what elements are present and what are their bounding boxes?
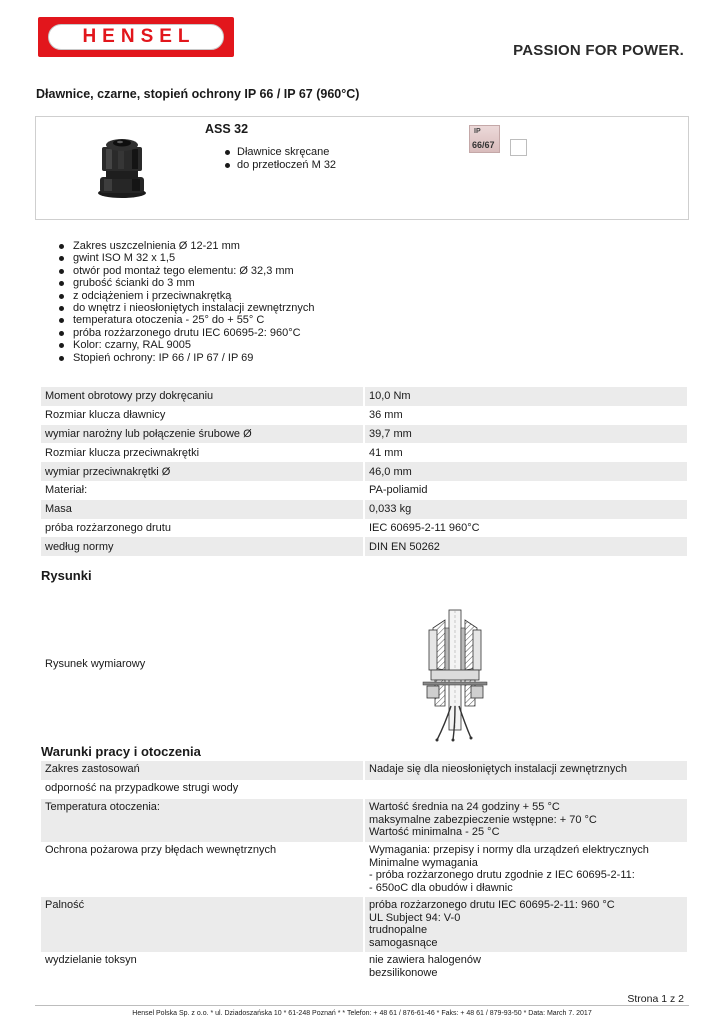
footer-contact: Hensel Polska Sp. z o.o. * ul. Dziadoszańska 10 * 61-248 Poznań * * Telefon: + 48 61 / 876-61-46 * Faks: + 48 61 / 879-93-50 * Data: March 7. 2017 [132,1010,592,1017]
condition-value: próba rozżarzonego drutu IEC 60695-2-11: 960 °C UL Subject 94: V-0 trudnopalne samogasnące [365,897,687,952]
hensel-logo [38,17,234,57]
property-value: 36 mm [369,409,403,422]
tagline: PASSION FOR POWER. [513,42,684,59]
property-label: według normy [41,537,363,556]
condition-value: Nadaje się dla nieosłoniętych instalacji zewnętrznych [365,761,687,780]
condition-label: Ochrona pożarowa przy błędach wewnętrznych [45,844,277,856]
property-value: 10,0 Nm [365,387,687,406]
condition-label: Temperatura otoczenia: [41,799,363,842]
drawings-heading: Rysunki [41,568,92,583]
dimension-drawing-label: Rysunek wymiarowy [45,658,146,670]
empty-certification-box [510,139,527,156]
property-value: IEC 60695-2-11 960°C [369,521,480,534]
property-value: 39,7 mm [365,425,687,444]
condition-value: Wartość średnia na 24 godziny + 55 °C maksymalne zabezpieczenie wstępne: + 70 °C Wartość minimalna - 25 °C [365,799,687,842]
spec-item: Stopień ochrony: IP 66 / IP 67 / IP 69 [59,352,315,364]
logo-text: HENSEL [82,26,196,47]
product-features [225,146,336,172]
table-row [41,952,687,981]
property-label: wymiar przeciwnakrętki Ø [41,462,363,481]
table-row [41,462,687,481]
spec-list [59,240,315,364]
property-label: Rozmiar klucza dławnicy [45,409,166,422]
property-label: Rozmiar klucza przeciwnakrętki [45,446,200,459]
product-box [35,116,689,220]
condition-label: Zakres zastosowań [41,761,363,780]
spec-item: temperatura otoczenia - 25° do + 55° C [59,314,315,326]
spec-item: z odciążeniem i przeciwnakrętką [59,290,315,302]
page-title: Dławnice, czarne, stopień ochrony IP 66 / IP 67 (960°C) [36,87,360,101]
condition-label: odporność na przypadkowe strugi wody [45,782,239,794]
conditions-table [41,761,687,981]
table-row [41,761,687,780]
table-row [41,481,687,500]
footer-divider [35,1005,689,1006]
property-label: wymiar narożny lub połączenie śrubowe Ø [41,425,363,444]
conditions-heading: Warunki pracy i otoczenia [41,744,201,759]
property-value: PA-poliamid [369,484,428,497]
property-value: 46,0 mm [365,462,687,481]
product-feature: Dławnice skręcane [225,146,336,159]
table-row [41,519,687,538]
ip-badge-value: 66/67 [472,140,495,150]
property-label: Moment obrotowy przy dokręcaniu [41,387,363,406]
cable-gland-photo [94,133,150,199]
page-number: Strona 1 z 2 [627,993,684,1005]
spec-item: do wnętrz i nieosłoniętych instalacji zewnętrznych [59,302,315,314]
spec-item: Kolor: czarny, RAL 9005 [59,339,315,351]
property-label: Masa [41,500,363,519]
table-row [41,443,687,462]
property-value: 0,033 kg [365,500,687,519]
dimension-drawing [415,606,495,744]
spec-item: gwint ISO M 32 x 1,5 [59,252,315,264]
property-value: 41 mm [369,446,403,459]
property-label: próba rozżarzonego drutu [45,521,171,534]
table-row [41,842,687,897]
property-value: DIN EN 50262 [365,537,687,556]
table-row [41,780,687,799]
spec-item: próba rozżarzonego drutu IEC 60695-2: 960°C [59,327,315,339]
condition-value: Wymagania: przepisy i normy dla urządzeń elektrycznych Minimalne wymagania - próba rozżarzonego drutu zgodnie z IEC 60695-2-11: - 650oC dla obudów i dławnic [369,844,649,894]
condition-label: wydzielanie toksyn [45,954,137,966]
product-name: ASS 32 [205,122,249,136]
spec-item: otwór pod montaż tego elementu: Ø 32,3 mm [59,265,315,277]
condition-value [365,780,687,799]
table-row [41,387,687,406]
product-feature: do przetłoczeń M 32 [225,159,336,172]
property-label: Materiał: [45,484,88,497]
table-row [41,406,687,425]
spec-item: grubość ścianki do 3 mm [59,277,315,289]
table-row [41,537,687,556]
logo-pill [48,24,224,50]
spec-item: Zakres uszczelnienia Ø 12-21 mm [59,240,315,252]
condition-label: Palność [41,897,363,952]
ip-rating-badge [469,125,500,153]
table-row [41,500,687,519]
table-row [41,799,687,842]
ip-badge-label: IP [474,128,481,135]
table-row [41,425,687,444]
condition-value: nie zawiera halogenów bezsilikonowe [369,954,481,979]
properties-table [41,387,687,556]
table-row [41,897,687,952]
